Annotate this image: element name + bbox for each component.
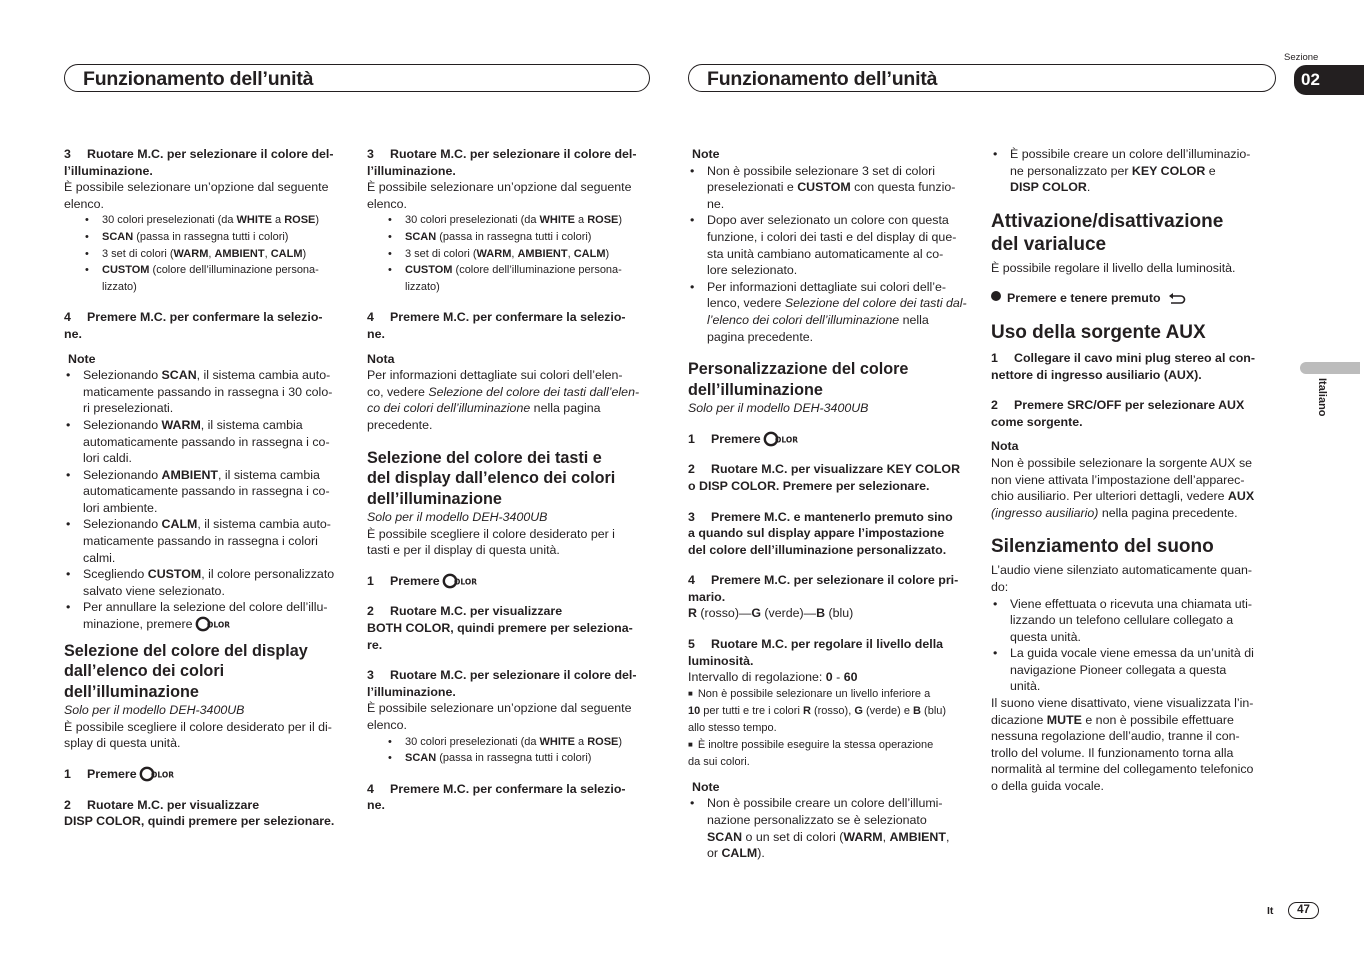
model-note: Solo per il modello DEH-3400UB	[688, 401, 869, 416]
sezione-label: Sezione	[1284, 52, 1319, 63]
column-1	[64, 146, 352, 830]
square-note-1: ■ Non è possibile selezionare un livello inferiore a 10 per tutti e tre i colori R (rosso), G (verde) e B (blu) allo stesso tempo.	[688, 686, 976, 737]
step-4: 4 Premere M.C. per confermare la selezio- ne.	[64, 310, 323, 341]
right-section-title: Funzionamento dell’unità	[707, 68, 938, 90]
color-options-list-2	[367, 734, 655, 767]
section-heading-custom-color: Personalizzazione del colore dell’illuminazione	[688, 360, 909, 399]
section-description: È possibile scegliere il colore desiderato per il di- splay di questa unità.	[64, 719, 332, 751]
section-heading-aux: Uso della sorgente AUX	[991, 321, 1206, 343]
section-heading-mute: Silenziamento del suono	[991, 536, 1214, 558]
language-tab	[1300, 362, 1360, 374]
step-4b: 4 Premere M.C. per confermare la selezio- ne.	[367, 781, 626, 813]
step-5: 5 Ruotare M.C. per regolare il livello della luminosità.	[688, 637, 944, 668]
note-heading: Nota	[367, 351, 395, 366]
list-item: • La guida vocale viene emessa da un’unità di navigazione Pioneer collegata a questa unità.	[991, 645, 1279, 695]
list-item: • Per annullare la selezione del colore dell’illu- minazione, premere OLOR	[64, 599, 352, 632]
list-item: • SCAN (passa in rassegna tutti i colori)	[64, 229, 352, 246]
language-label: Italiano	[1316, 378, 1328, 417]
page-language: It	[1267, 905, 1274, 917]
list-item: • 3 set di colori (WARM, AMBIENT, CALM)	[367, 246, 655, 263]
mute-description: Il suono viene disattivato, viene visualizzata l’in- dicazione MUTE e non è possibile effettuare nessuna regolazione dell’audio, tranne il con- trollo del volume. Il funzionamento torna alla normalità al termine del collegamento telefonico o della guida vocale.	[991, 696, 1254, 794]
right-section-header	[688, 64, 1276, 92]
step-1: 1 Premere OLOR	[367, 573, 478, 588]
list-item: • Per informazioni dettagliate sui colori dell’e- lenco, vedere Selezione del colore dei tasti dal- l’elenco dei colori dell’illuminazione nella pagina precedente.	[688, 279, 976, 345]
rgb-sequence: R (rosso)—G (verde)—B (blu)	[688, 606, 854, 621]
note-heading-2: Note	[692, 779, 720, 794]
list-item: • Viene effettuata o ricevuta una chiamata uti- lizzando un telefono cellulare collegato a questa unità.	[991, 596, 1279, 646]
color-button-icon	[196, 617, 230, 631]
aux-step-1: 1 Collegare il cavo mini plug stereo al con- nettore di ingresso ausiliario (AUX).	[991, 350, 1255, 382]
sezione-badge	[1294, 65, 1364, 95]
step-3b-text: È possibile selezionare un’opzione dal seguente elenco.	[367, 701, 632, 732]
list-item: • Selezionando CALM, il sistema cambia auto- maticamente passando in rassegna i colori calmi.	[64, 516, 352, 566]
list-item: • Non è possibile creare un colore dell’illumi- nazione personalizzato se è selezionato SCAN o un set di colori (WARM, AMBIENT, or CALM).	[688, 795, 976, 861]
column-3	[688, 146, 976, 862]
step-bullet-icon	[991, 291, 1001, 301]
note-heading: Nota	[991, 439, 1019, 454]
note-heading: Note	[692, 147, 720, 161]
color-button-icon	[443, 574, 478, 588]
list-item: • 3 set di colori (WARM, AMBIENT, CALM)	[64, 246, 352, 263]
return-icon	[1168, 292, 1186, 304]
list-item: • 30 colori preselezionati (da WHITE a ROSE)	[367, 212, 655, 229]
mute-list	[991, 596, 1279, 696]
section-heading-keys-display-color: Selezione del colore dei tasti e del display dall’elenco dei colori dell’illuminazione	[367, 448, 616, 508]
step-2: 2 Ruotare M.C. per visualizzare DISP COLOR, quindi premere per selezionare.	[64, 797, 335, 829]
list-item: • Selezionando WARM, il sistema cambia automaticamente passando in rassegna i co- lori caldi.	[64, 417, 352, 467]
step-3: 3 Ruotare M.C. per selezionare il colore del- l’illuminazione.	[64, 147, 334, 178]
svg-text:OLOR: OLOR	[775, 435, 799, 445]
note-list-2	[688, 795, 976, 861]
list-item: • È possibile creare un colore dell’illuminazio- ne personalizzato per KEY COLOR e DISP COLOR.	[991, 146, 1279, 196]
svg-text:OLOR: OLOR	[151, 770, 175, 780]
step-3b: 3 Ruotare M.C. per selezionare il colore del- l’illuminazione.	[367, 668, 637, 699]
step-3: 3 Premere M.C. e mantenerlo premuto sino a quando sul display appare l’impostazione del colore dell’illuminazione personalizzato.	[688, 509, 953, 557]
step-2: 2 Ruotare M.C. per visualizzare KEY COLOR o DISP COLOR. Premere per selezionare.	[688, 462, 961, 493]
model-note: Solo per il modello DEH-3400UB	[367, 510, 548, 524]
list-item: • CUSTOM (colore dell’illuminazione persona- lizzato)	[367, 262, 655, 295]
section-heading-dimmer: Attivazione/disattivazione del varialuce	[991, 210, 1224, 255]
step-3: 3 Ruotare M.C. per selezionare il colore del- l’illuminazione.	[367, 147, 637, 178]
section-heading-display-color: Selezione del colore del display dall’elenco dei colori dell’illuminazione	[64, 641, 308, 701]
model-note: Solo per il modello DEH-3400UB	[64, 703, 245, 718]
square-note-2: ■ È inoltre possibile eseguire la stessa operazione da sui colori.	[688, 737, 976, 771]
note-list	[991, 146, 1279, 196]
svg-text:OLOR: OLOR	[454, 577, 478, 587]
list-item: • 30 colori preselezionati (da WHITE a ROSE)	[64, 212, 352, 229]
section-description: È possibile scegliere il colore desiderato per i tasti e per il display di questa unità.	[367, 526, 615, 558]
list-item: • Non è possibile selezionare 3 set di colori preselezionati e CUSTOM con questa funzio- ne.	[688, 163, 976, 213]
list-item: • Scegliendo CUSTOM, il colore personalizzato salvato viene selezionato.	[64, 566, 352, 599]
list-item: • SCAN (passa in rassegna tutti i colori)	[367, 750, 655, 767]
step-1: 1 Premere OLOR	[688, 431, 799, 446]
dimmer-step: Premere e tenere premuto	[991, 290, 1279, 307]
svg-text:OLOR: OLOR	[206, 620, 230, 630]
list-item: • Dopo aver selezionato un colore con questa funzione, i colori dei tasti e del display di que- sta unità cambiano automaticamente al co- lore selezionato.	[688, 212, 976, 278]
list-item: • 30 colori preselezionati (da WHITE a ROSE)	[367, 734, 655, 751]
column-4	[991, 146, 1279, 795]
adjust-range: Intervallo di regolazione: 0 - 60	[688, 670, 858, 685]
step-1: 1 Premere OLOR	[64, 766, 175, 781]
step-4: 4 Premere M.C. per confermare la selezio- ne.	[367, 310, 626, 341]
color-options-list	[64, 212, 352, 295]
mute-intro: L’audio viene silenziato automaticamente quan- do:	[991, 563, 1253, 594]
note-text: Per informazioni dettagliate sui colori dell’elen- co, vedere Selezione del colore dei tasti dall’elen- co dei colori dell’illuminazione nella pagina precedente.	[367, 368, 640, 432]
step-2: 2 Ruotare M.C. per visualizzare BOTH COLOR, quindi premere per seleziona- re.	[367, 604, 633, 652]
aux-step-2: 2 Premere SRC/OFF per selezionare AUX come sorgente.	[991, 398, 1245, 429]
aux-note-text: Non è possibile selezionare la sorgente AUX se non viene attivata l’impostazione dell’apparec- chio ausiliario. Per ulteriori dettagli, vedere AUX (ingresso ausiliario) nella pagina precedente.	[991, 455, 1255, 520]
sezione-number: 02	[1301, 70, 1320, 89]
list-item: • Selezionando AMBIENT, il sistema cambia automaticamente passando in rassegna i co- lori ambiente.	[64, 467, 352, 517]
color-button-icon	[140, 767, 175, 781]
note-list	[64, 367, 352, 633]
color-options-list	[367, 212, 655, 295]
left-section-header	[64, 64, 650, 92]
note-list	[688, 163, 976, 346]
dimmer-description: È possibile regolare il livello della luminosità.	[991, 260, 1236, 275]
color-button-icon	[764, 432, 799, 446]
note-heading: Note	[68, 351, 96, 366]
list-item: • SCAN (passa in rassegna tutti i colori)	[367, 229, 655, 246]
column-2	[367, 146, 655, 814]
list-item: • CUSTOM (colore dell’illuminazione persona- lizzato)	[64, 262, 352, 295]
list-item: • Selezionando SCAN, il sistema cambia auto- maticamente passando in rassegna i 30 colo- ri preselezionati.	[64, 367, 352, 417]
step-3-text: È possibile selezionare un’opzione dal seguente elenco.	[367, 180, 632, 211]
step-3-text: È possibile selezionare un’opzione dal seguente elenco.	[64, 180, 329, 211]
step-4: 4 Premere M.C. per selezionare il colore pri- mario.	[688, 573, 959, 604]
left-section-title: Funzionamento dell’unità	[83, 68, 314, 90]
page-number: 47	[1288, 902, 1319, 919]
